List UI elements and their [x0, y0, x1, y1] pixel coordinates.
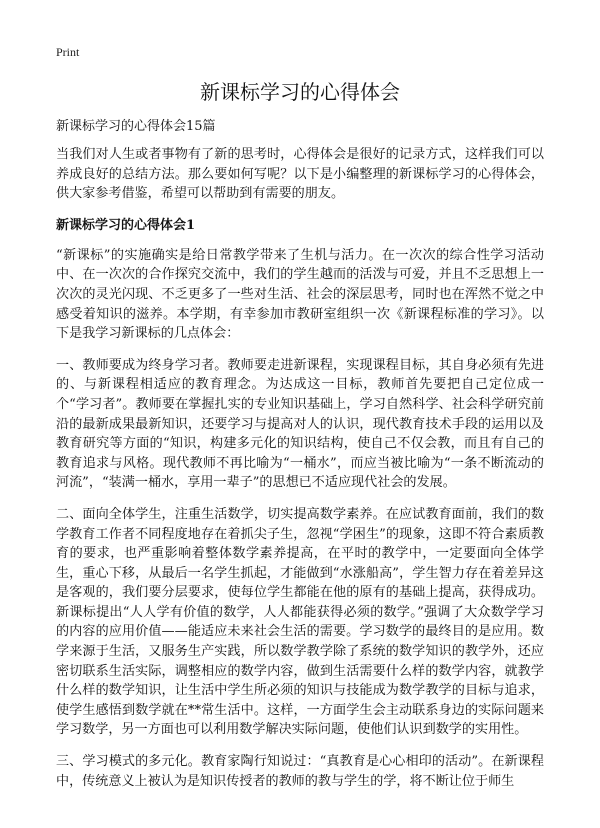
document-subtitle: 新课标学习的心得体会15篇: [56, 119, 216, 134]
print-label[interactable]: Print: [56, 45, 80, 59]
page-title: 新课标学习的心得体会: [200, 80, 400, 104]
section-paragraph-4: 三、学习模式的多元化。教育家陶行知说过：“真教育是心心相印的活动”。在新课程中，传统意义上被认为是知识传授者的教师的教与学生的学，将不断让位于师生: [56, 754, 544, 789]
section-paragraph-2: 一、教师要成为终身学习者。教师要走进新课程，实现课程目标，其自身必须有先进的、与新课程相适应的教育理念。为达成这一目标，教师首先要把自己定位成一个“学习者”。教师要在掌握扎实的专业知识基础上，学习自然科学、社会科学研究前沿的最新成果最新知识，还要学习与提高对人的认识，现代教育技术手段的运用以及教育研究等方面的“知识，构建多元化的知识结构，使自己不仅会教，而且有自己的教育追求与风格。现代教师不再比喻为“一桶水”，而应当被比喻为“一条不断流动的河流”，“装满一桶水，享用一辈子”的思想已不适应现代社会的发展。: [56, 357, 544, 491]
section-paragraph-1: “新课标”的实施确实是给日常教学带来了生机与活力。在一次次的综合性学习活动中、在一次次的合作探究交流中，我们的学生越而的活泼与可爱，并且不乏思想上一次次的灵光闪现、不乏更多了一些对生活、社会的深层思考，同时也在浑然不觉之中感受着知识的滋养。本学期，有幸参加市教研室组织一次《新课程标准的学习》。以下是我学习新课标的几点体会：: [56, 247, 544, 342]
section-paragraph-3: 二、面向全体学生，注重生活数学，切实提高数学素养。在应试教育面前，我们的数学教育工作者不同程度地存在着抓尖子生，忽视“学困生”的现象，这即不符合素质教育的要求，也严重影响着整体数学素养提高，在平时的教学中，一定要面向全体学生，重心下移，从最后一名学生抓起，才能做到“水涨船高”，学生智力存在着差异这是客观的，我们要分层要求，使每位学生都能在他的原有的基础上提高，获得成功。新课标提出“人人学有价值的数学，人人都能获得必须的数学。”强调了大众数学学习的内容的应用价值——能适应未来社会生活的需要。学习数学的最终目的是应用。数学来源于生活，又服务生产实践，所以数学教学除了系统的数学知识的教学外，还应密切联系生活实际，调整相应的数学内容，做到生活需要什么样的数学内容，就教学什么样的数学知识，让生活中学生所必须的知识与技能成为数学教学的目标与追求，使学生感悟到数学就在**常生活中。这样，一方面学生会主动联系身边的实际问题来学习数学，另一方面也可以利用数学解决实际问题，使他们认识到数学的实用性。: [56, 506, 544, 738]
intro-paragraph: 当我们对人生或者事物有了新的思考时，心得体会是很好的记录方式，这样我们可以养成良好的总结方法。那么要如何写呢？以下是小编整理的新课标学习的心得体会，供大家参考借鉴，希望可以帮助到有需要的朋友。: [56, 147, 544, 202]
section-heading: 新课标学习的心得体会1: [56, 217, 196, 233]
document-body: [56, 116, 544, 803]
